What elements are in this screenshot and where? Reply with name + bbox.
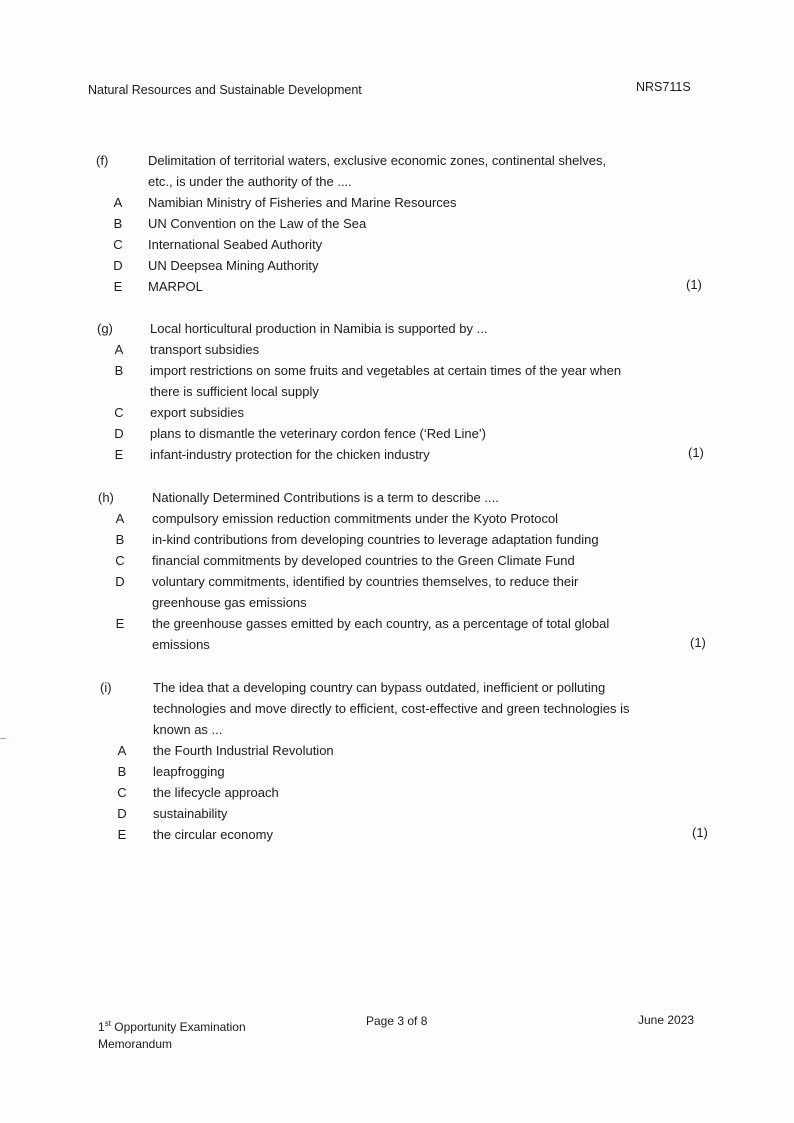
option-line <box>0 381 794 402</box>
option-text: financial commitments by developed countries to the Green Climate Fund <box>152 553 575 568</box>
option-text: the lifecycle approach <box>153 785 279 800</box>
option-text: UN Deepsea Mining Authority <box>148 258 319 273</box>
option-text: the Fourth Industrial Revolution <box>153 743 334 758</box>
option-text: emissions <box>152 637 210 652</box>
mark-allocation: (1) <box>686 277 702 292</box>
course-code: NRS711S <box>636 80 691 94</box>
option-line <box>0 339 794 360</box>
question-stem-text: Delimitation of territorial waters, exclusive economic zones, continental shelves, <box>148 153 607 168</box>
option-line <box>0 592 794 613</box>
option-line <box>0 444 794 465</box>
option-letter: D <box>115 574 125 589</box>
option-line <box>0 234 794 255</box>
option-text: infant-industry protection for the chicken industry <box>150 447 430 462</box>
question-block <box>0 487 794 655</box>
mark-allocation: (1) <box>692 825 708 840</box>
option-line <box>0 824 794 845</box>
option-letter: B <box>117 764 127 779</box>
footer-exam-suffix: st <box>104 1019 111 1028</box>
option-text: voluntary commitments, identified by countries themselves, to reduce their <box>152 574 579 589</box>
option-line <box>0 276 794 297</box>
scan-artifact <box>0 738 6 739</box>
option-text: the circular economy <box>153 827 273 842</box>
question-number: (f) <box>96 153 109 168</box>
option-line <box>0 529 794 550</box>
question-stem-line <box>0 171 794 192</box>
question-block <box>0 318 794 465</box>
option-letter: D <box>114 426 124 441</box>
option-text: export subsidies <box>150 405 244 420</box>
question-stem-line <box>0 677 794 698</box>
option-text: UN Convention on the Law of the Sea <box>148 216 367 231</box>
option-line <box>0 360 794 381</box>
question-number: (i) <box>100 680 112 695</box>
mark-allocation: (1) <box>688 445 704 460</box>
option-letter: E <box>114 447 124 462</box>
option-line <box>0 571 794 592</box>
question-stem-text: Nationally Determined Contributions is a term to describe .... <box>152 490 499 505</box>
question-stem-text: The idea that a developing country can bypass outdated, inefficient or polluting <box>153 680 606 695</box>
footer-exam-line1: Opportunity Examination <box>110 1020 246 1034</box>
option-line <box>0 782 794 803</box>
option-line <box>0 402 794 423</box>
option-letter: B <box>114 363 124 378</box>
option-letter: C <box>113 237 123 252</box>
option-line <box>0 740 794 761</box>
footer-page-number: Page 3 of 8 <box>366 1014 428 1028</box>
option-text: import restrictions on some fruits and vegetables at certain times of the year when <box>150 363 622 378</box>
question-stem-line <box>0 698 794 719</box>
option-letter: B <box>115 532 125 547</box>
option-text: the greenhouse gasses emitted by each country, as a percentage of total global <box>152 616 610 631</box>
option-letter: C <box>115 553 125 568</box>
question-stem-text: Local horticultural production in Namibia is supported by ... <box>150 321 488 336</box>
option-letter: E <box>117 827 127 842</box>
option-line <box>0 255 794 276</box>
option-letter: D <box>113 258 123 273</box>
option-letter: E <box>115 616 125 631</box>
question-stem-text: technologies and move directly to efficient, cost-effective and green technologies is <box>153 701 630 716</box>
option-line <box>0 192 794 213</box>
option-text: transport subsidies <box>150 342 260 357</box>
option-letter: D <box>117 806 127 821</box>
question-stem-line <box>0 150 794 171</box>
option-line <box>0 761 794 782</box>
question-stem-line <box>0 487 794 508</box>
option-letter: A <box>117 743 127 758</box>
question-stem-text: etc., is under the authority of the .... <box>148 174 352 189</box>
option-text: Namibian Ministry of Fisheries and Marine Resources <box>148 195 457 210</box>
question-stem-line <box>0 318 794 339</box>
question-block <box>0 677 794 845</box>
option-letter: C <box>117 785 127 800</box>
option-line <box>0 550 794 571</box>
question-block <box>0 150 794 297</box>
option-letter: C <box>114 405 124 420</box>
footer-exam-info <box>98 1015 246 1053</box>
option-text: International Seabed Authority <box>148 237 323 252</box>
option-text: plans to dismantle the veterinary cordon fence (‘Red Line’) <box>150 426 487 441</box>
question-number: (h) <box>98 490 114 505</box>
option-line <box>0 508 794 529</box>
question-number: (g) <box>97 321 113 336</box>
option-text: leapfrogging <box>153 764 225 779</box>
course-title: Natural Resources and Sustainable Development <box>88 83 362 97</box>
option-letter: A <box>113 195 123 210</box>
option-text: compulsory emission reduction commitments under the Kyoto Protocol <box>152 511 559 526</box>
option-text: there is sufficient local supply <box>150 384 319 399</box>
option-line <box>0 613 794 634</box>
option-text: MARPOL <box>148 279 203 294</box>
question-stem-text: known as ... <box>153 722 223 737</box>
option-letter: E <box>113 279 123 294</box>
mark-allocation: (1) <box>690 635 706 650</box>
option-line <box>0 213 794 234</box>
option-line <box>0 423 794 444</box>
option-line <box>0 803 794 824</box>
option-line <box>0 634 794 655</box>
option-text: greenhouse gas emissions <box>152 595 307 610</box>
footer-exam-number: 1 <box>98 1020 105 1034</box>
option-text: sustainability <box>153 806 228 821</box>
option-text: in-kind contributions from developing countries to leverage adaptation funding <box>152 532 599 547</box>
footer-date: June 2023 <box>638 1013 695 1027</box>
option-letter: A <box>115 511 125 526</box>
option-letter: B <box>113 216 123 231</box>
footer-exam-line2: Memorandum <box>98 1037 173 1051</box>
question-stem-line <box>0 719 794 740</box>
option-letter: A <box>114 342 124 357</box>
